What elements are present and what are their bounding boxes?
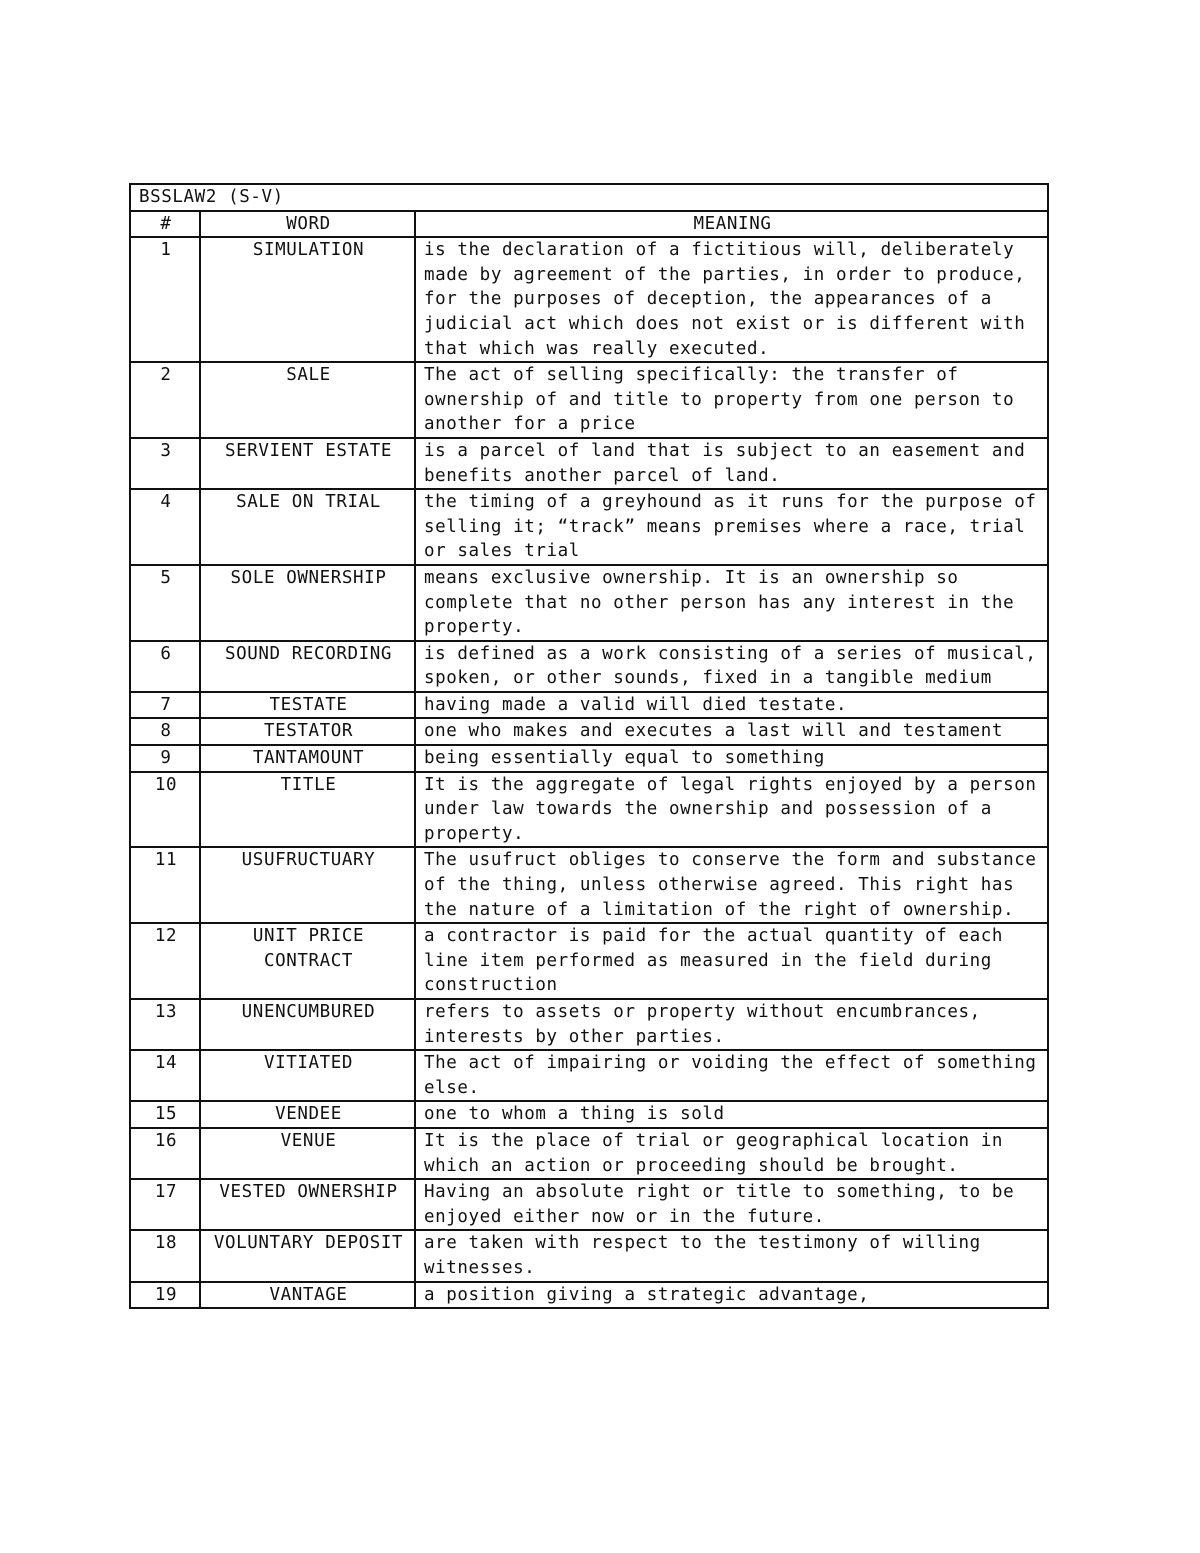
row-word: UNIT PRICE CONTRACT: [200, 923, 415, 999]
row-number: 3: [130, 438, 200, 489]
row-number: 9: [130, 745, 200, 772]
row-number: 8: [130, 718, 200, 745]
row-meaning: a contractor is paid for the actual quantity of each line item performed as measured in the field during construction: [415, 923, 1048, 999]
row-word: VENDEE: [200, 1101, 415, 1128]
row-meaning: a position giving a strategic advantage,: [415, 1282, 1048, 1309]
row-word: TESTATE: [200, 692, 415, 719]
table-row: [130, 489, 1048, 565]
table-row: [130, 847, 1048, 923]
table-body: [130, 237, 1048, 1308]
row-meaning: The act of impairing or voiding the effect of something else.: [415, 1050, 1048, 1101]
table-row: [130, 641, 1048, 692]
row-number: 1: [130, 237, 200, 362]
row-meaning: having made a valid will died testate.: [415, 692, 1048, 719]
row-word: SERVIENT ESTATE: [200, 438, 415, 489]
table-row: [130, 1050, 1048, 1101]
row-word: UNENCUMBURED: [200, 999, 415, 1050]
row-meaning: one who makes and executes a last will and testament: [415, 718, 1048, 745]
row-meaning: is a parcel of land that is subject to an easement and benefits another parcel of land.: [415, 438, 1048, 489]
row-meaning: refers to assets or property without encumbrances, interests by other parties.: [415, 999, 1048, 1050]
row-word: VESTED OWNERSHIP: [200, 1179, 415, 1230]
table-row: [130, 692, 1048, 719]
table-row: [130, 1282, 1048, 1309]
glossary-table: [129, 183, 1049, 1309]
table-row: [130, 438, 1048, 489]
row-word: TITLE: [200, 772, 415, 848]
row-number: 16: [130, 1128, 200, 1179]
table-title: BSSLAW2 (S-V): [130, 184, 1048, 211]
table-row: [130, 999, 1048, 1050]
row-word: SALE ON TRIAL: [200, 489, 415, 565]
row-number: 7: [130, 692, 200, 719]
table-row: [130, 923, 1048, 999]
row-meaning: It is the place of trial or geographical location in which an action or proceeding should be brought.: [415, 1128, 1048, 1179]
row-number: 2: [130, 362, 200, 438]
row-word: VENUE: [200, 1128, 415, 1179]
table-row: [130, 1179, 1048, 1230]
table-header-row: [130, 211, 1048, 238]
header-number: #: [130, 211, 200, 238]
header-meaning: MEANING: [415, 211, 1048, 238]
row-number: 13: [130, 999, 200, 1050]
row-number: 14: [130, 1050, 200, 1101]
header-word: WORD: [200, 211, 415, 238]
table-title-row: [130, 184, 1048, 211]
row-meaning: one to whom a thing is sold: [415, 1101, 1048, 1128]
row-word: SALE: [200, 362, 415, 438]
row-meaning: Having an absolute right or title to something, to be enjoyed either now or in the future.: [415, 1179, 1048, 1230]
row-number: 18: [130, 1230, 200, 1281]
row-word: VOLUNTARY DEPOSIT: [200, 1230, 415, 1281]
table-row: [130, 565, 1048, 641]
row-word: SOLE OWNERSHIP: [200, 565, 415, 641]
row-number: 12: [130, 923, 200, 999]
row-word: TESTATOR: [200, 718, 415, 745]
table-row: [130, 237, 1048, 362]
row-meaning: The act of selling specifically: the transfer of ownership of and title to property from one person to another for a price: [415, 362, 1048, 438]
row-number: 4: [130, 489, 200, 565]
row-word: SOUND RECORDING: [200, 641, 415, 692]
row-word: VANTAGE: [200, 1282, 415, 1309]
row-word: SIMULATION: [200, 237, 415, 362]
row-meaning: are taken with respect to the testimony of willing witnesses.: [415, 1230, 1048, 1281]
table-row: [130, 1128, 1048, 1179]
row-word: VITIATED: [200, 1050, 415, 1101]
row-word: TANTAMOUNT: [200, 745, 415, 772]
row-number: 11: [130, 847, 200, 923]
row-meaning: It is the aggregate of legal rights enjoyed by a person under law towards the ownership and possession of a property.: [415, 772, 1048, 848]
table-row: [130, 1230, 1048, 1281]
table-row: [130, 362, 1048, 438]
row-number: 5: [130, 565, 200, 641]
table-row: [130, 772, 1048, 848]
table-row: [130, 718, 1048, 745]
row-meaning: means exclusive ownership. It is an ownership so complete that no other person has any interest in the property.: [415, 565, 1048, 641]
row-meaning: is the declaration of a fictitious will, deliberately made by agreement of the parties, in order to produce, for the purposes of deception, the appearances of a judicial act which does not exist or is different with that which was really executed.: [415, 237, 1048, 362]
row-number: 6: [130, 641, 200, 692]
table-row: [130, 745, 1048, 772]
table-row: [130, 1101, 1048, 1128]
row-number: 17: [130, 1179, 200, 1230]
row-meaning: the timing of a greyhound as it runs for the purpose of selling it; “track” means premises where a race, trial or sales trial: [415, 489, 1048, 565]
row-meaning: is defined as a work consisting of a series of musical, spoken, or other sounds, fixed in a tangible medium: [415, 641, 1048, 692]
row-meaning: being essentially equal to something: [415, 745, 1048, 772]
row-meaning: The usufruct obliges to conserve the form and substance of the thing, unless otherwise agreed. This right has the nature of a limitation of the right of ownership.: [415, 847, 1048, 923]
row-word: USUFRUCTUARY: [200, 847, 415, 923]
row-number: 10: [130, 772, 200, 848]
row-number: 15: [130, 1101, 200, 1128]
row-number: 19: [130, 1282, 200, 1309]
